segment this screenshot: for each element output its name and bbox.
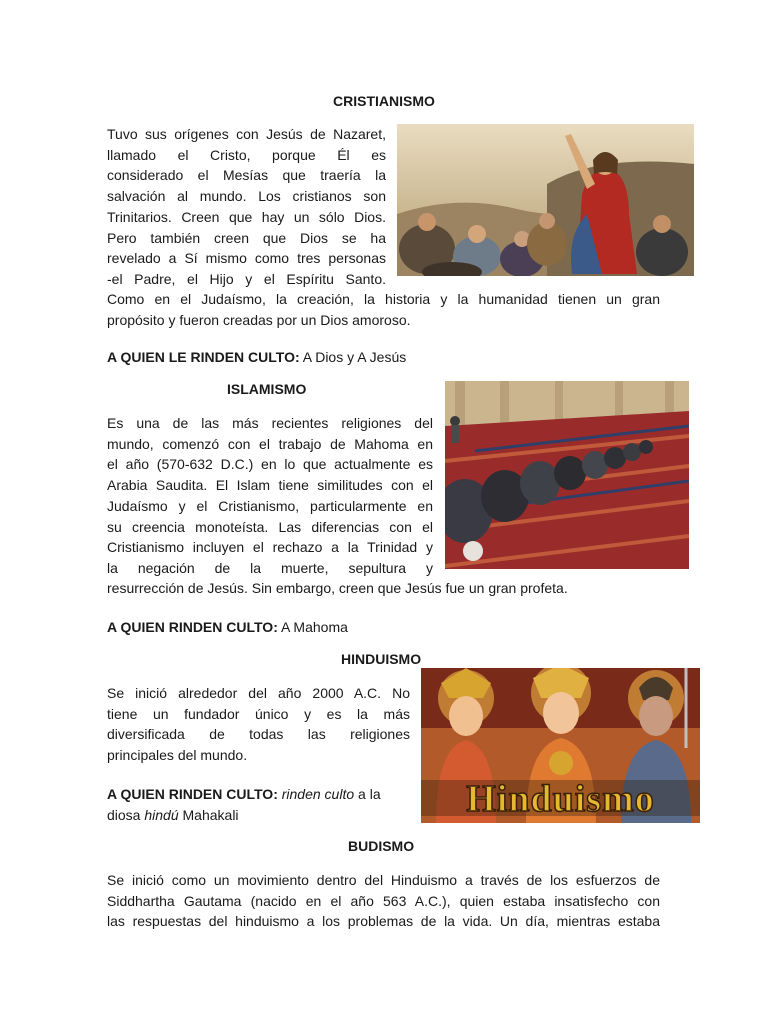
hinduismo-image-text: Hinduismo xyxy=(466,778,655,820)
text-line: propósito y fueron creadas por un Dios amoroso. xyxy=(107,311,411,328)
mosque-prayer-image xyxy=(445,381,689,569)
text-line: mundo, comenzó con el trabajo de Mahoma en xyxy=(107,435,433,452)
culto-italic: hindú xyxy=(144,806,179,823)
cristianismo-paragraph-cont xyxy=(107,289,660,330)
hinduismo-culto xyxy=(107,784,381,825)
budismo-heading: BUDISMO xyxy=(348,838,415,854)
text-line: principales del mundo. xyxy=(107,747,248,764)
text-line: tiene un fundador único y es la más xyxy=(107,705,410,722)
text-line: Como en el Judaísmo, la creación, la historia y la humanidad tienen un gran xyxy=(107,291,660,307)
text-line: Es una de las más recientes religiones del xyxy=(107,415,433,431)
cristianismo-paragraph xyxy=(107,124,386,290)
culto-text: a la xyxy=(354,786,381,802)
text-line: salvación al mundo. Los cristianos son xyxy=(107,188,386,205)
culto-text: diosa xyxy=(107,806,145,823)
text-line: Tuvo sus orígenes con Jesús de Nazaret, xyxy=(107,126,386,142)
text-line: Siddhartha Gautama (nacido en el año 563 A.C.), quien estaba insatisfecho con xyxy=(107,892,660,909)
islamismo-heading: ISLAMISMO xyxy=(227,381,307,397)
culto-label: A QUIEN RINDEN CULTO: xyxy=(107,619,278,635)
culto-text: Mahakali xyxy=(178,806,239,823)
text-line: el año (570-632 D.C.) en lo que actualmente es xyxy=(107,456,433,473)
text-line: revelado a Sí mismo como tres personas xyxy=(107,250,386,267)
islamismo-paragraph-cont xyxy=(107,578,660,599)
cristianismo-heading: CRISTIANISMO xyxy=(333,93,435,109)
text-line: considerado el Mesías que traería la xyxy=(107,167,386,184)
hindu-deities-image xyxy=(421,668,700,823)
text-line: su creencia monoteísta. Las diferencias con el xyxy=(107,518,433,535)
culto-value: A Mahoma xyxy=(277,619,348,635)
islamismo-paragraph xyxy=(107,413,433,579)
hinduismo-paragraph xyxy=(107,683,410,766)
text-line: -el Padre, el Hijo y el Espíritu Santo. xyxy=(107,270,386,287)
text-line: diversificada de todas las religiones xyxy=(107,726,410,743)
text-line: la negación de la muerte, sepultura y xyxy=(107,559,433,576)
culto-label: A QUIEN LE RINDEN CULTO: xyxy=(107,349,300,365)
text-line: Cristianismo incluyen el rechazo a la Trinidad y xyxy=(107,539,433,556)
text-line: llamado el Cristo, porque Él es xyxy=(107,146,386,163)
text-line: resurrección de Jesús. Sin embargo, creen que Jesús fue un gran profeta. xyxy=(107,580,568,596)
text-line: Se inició alrededor del año 2000 A.C. No xyxy=(107,685,410,701)
cristianismo-culto xyxy=(107,347,406,368)
culto-italic: rinden culto xyxy=(281,786,355,802)
jesus-sermon-image xyxy=(397,124,694,276)
text-line: las respuestas del hinduismo a los problemas de la vida. Un día, mientras estaba xyxy=(107,913,660,930)
islamismo-culto xyxy=(107,617,348,638)
text-line: Pero también creen que Dios se ha xyxy=(107,229,386,246)
culto-label: A QUIEN RINDEN CULTO: xyxy=(107,786,278,802)
culto-value: A Dios y A Jesús xyxy=(299,349,407,365)
text-line: Se inició como un movimiento dentro del Hinduismo a través de los esfuerzos de xyxy=(107,872,660,888)
text-line: Arabia Saudita. El Islam tiene similitudes con el xyxy=(107,477,433,494)
text-line: Trinitarios. Creen que hay un sólo Dios. xyxy=(107,208,386,225)
hinduismo-heading: HINDUISMO xyxy=(341,651,422,667)
budismo-paragraph xyxy=(107,870,660,932)
text-line: Judaísmo y el Cristianismo, particularmente en xyxy=(107,497,433,514)
